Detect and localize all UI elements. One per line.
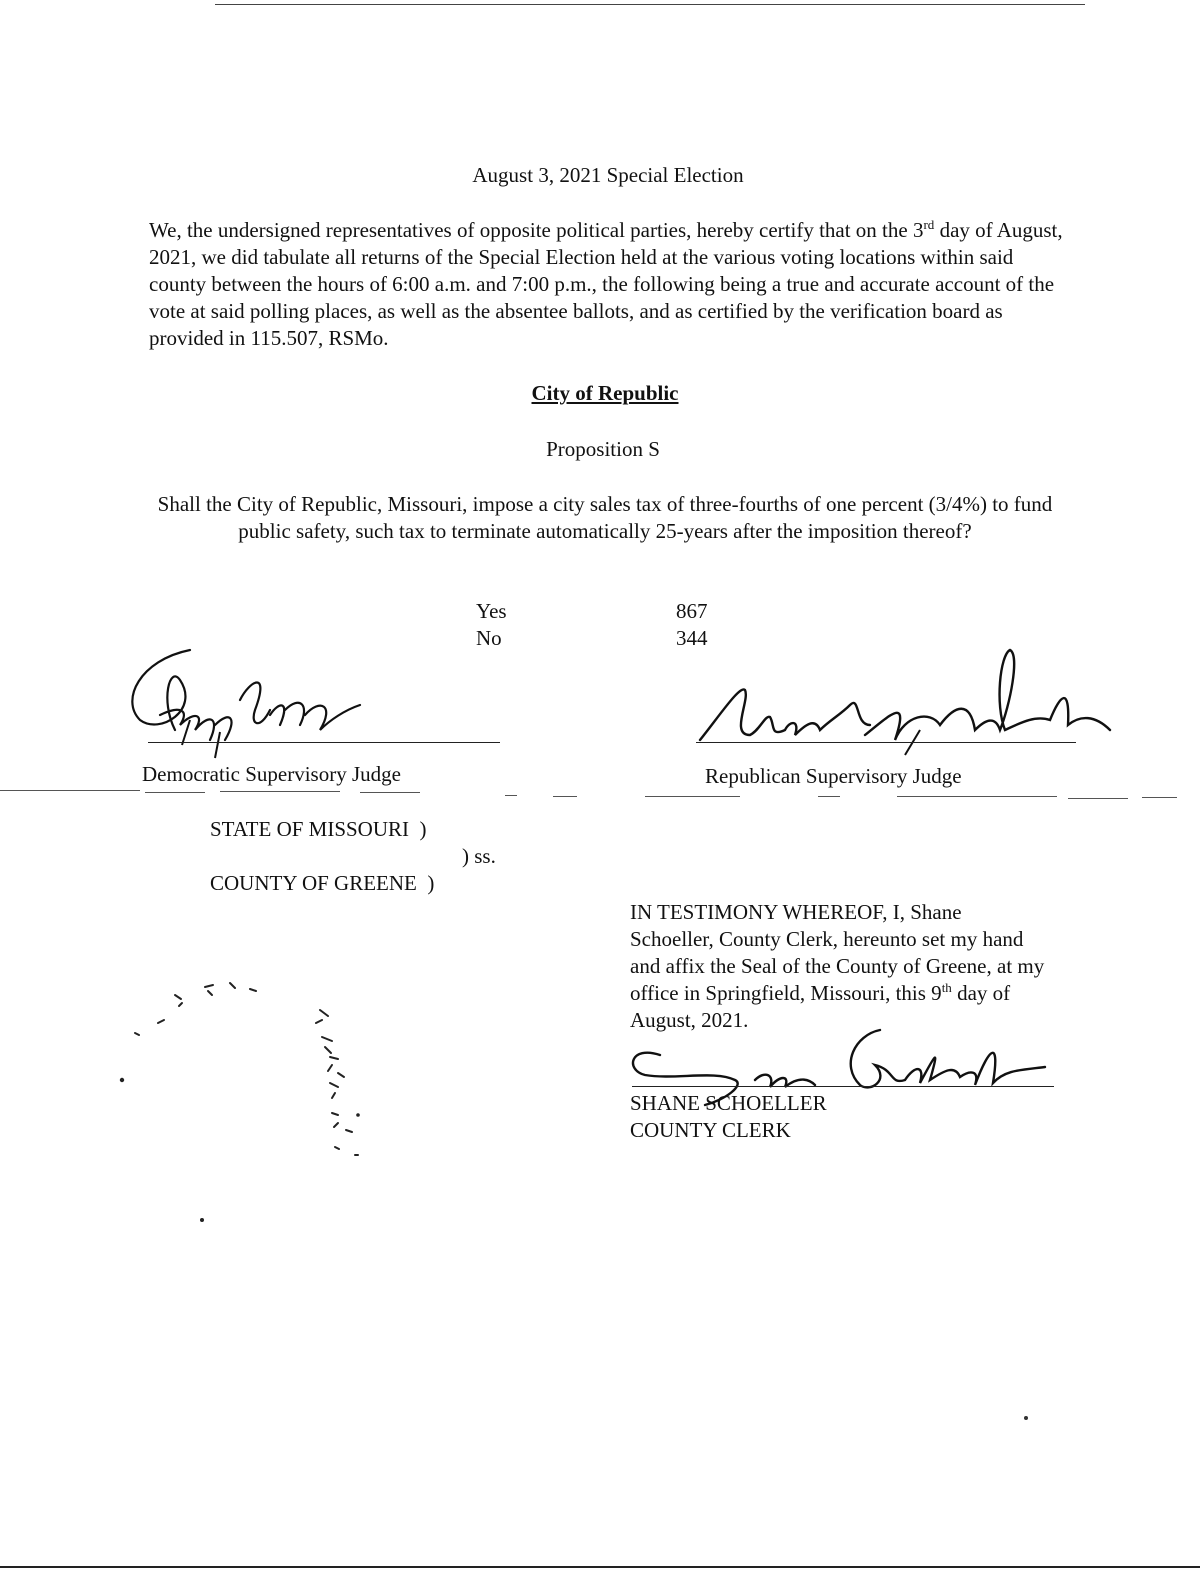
scan-dash [0,790,140,791]
intro-text-part-2: day of August, 2021, we did tabulate all returns of the Special Election held at the various voting locations within said county between the hours of 6:00 a.m. and 7:00 p.m., the following being a true and accurate account of the vote at said polling places, as well as the absentee ballots, and as certified by the verification board as provided in 115.507, RSMo. [149,218,1063,350]
scan-dash [645,796,740,797]
venue-county-name: COUNTY OF GREENE [210,871,417,895]
result-no-count: 344 [676,626,708,650]
democratic-signature-line [148,742,500,743]
scan-dash [1142,797,1177,798]
scan-dash [553,796,577,797]
seal-residue-marks [110,975,380,1225]
scan-dash [505,795,517,796]
venue-county [210,870,434,897]
testimony-text-part-1: IN TESTIMONY WHEREOF, I, Shane Schoeller, County Clerk, hereunto set my hand and affix the Seal of the County of Greene, at my office in Springfield, Missouri, this 9 [630,900,1045,1005]
democratic-judge-label: Democratic Supervisory Judge [142,762,401,786]
scan-dash [360,792,420,793]
clerk-name: SHANE SCHOELLER [630,1091,827,1115]
clerk-signature-line [632,1086,1054,1087]
document-title: August 3, 2021 Special Election [472,163,744,187]
scan-dash [220,791,340,792]
bottom-edge-rule [0,1566,1200,1568]
venue-paren-1: ) [419,817,427,841]
venue-state-name: STATE OF MISSOURI [210,817,410,841]
republican-judge-label: Republican Supervisory Judge [705,764,962,788]
certification-paragraph [149,217,1069,352]
venue-state [210,816,427,843]
proposition-question: Shall the City of Republic, Missouri, impose a city sales tax of three-fourths of one percent (3/4%) to fund public safety, such tax to terminate automatically 25-years after the imposition thereof? [157,492,1053,543]
proposition-name: Proposition S [546,437,660,461]
republican-signature-line [696,742,1076,743]
intro-superscript: rd [923,217,935,232]
clerk-block [630,1090,827,1144]
result-yes-count: 867 [676,599,708,623]
clerk-title: COUNTY CLERK [630,1118,791,1142]
result-yes-label: Yes [476,599,507,623]
scan-dash [145,792,205,793]
jurisdiction-heading: City of Republic [531,381,679,405]
testimony-superscript: th [941,980,952,995]
testimony-paragraph [630,899,1050,1034]
scan-dash [897,796,1057,797]
scan-dash [818,796,840,797]
result-no-label: No [476,626,502,650]
intro-text-part-1: We, the undersigned representatives of opposite political parties, hereby certify that on the 3 [149,218,924,242]
top-edge-rule [215,4,1085,5]
scan-dash [1068,798,1128,799]
testimony-text-part-2: day of August, 2021. [630,981,1011,1032]
venue-ss: ) ss. [462,844,496,868]
venue-paren-2: ) [427,871,435,895]
republican-judge-signature [690,645,1120,755]
scan-speck [1018,1410,1038,1430]
